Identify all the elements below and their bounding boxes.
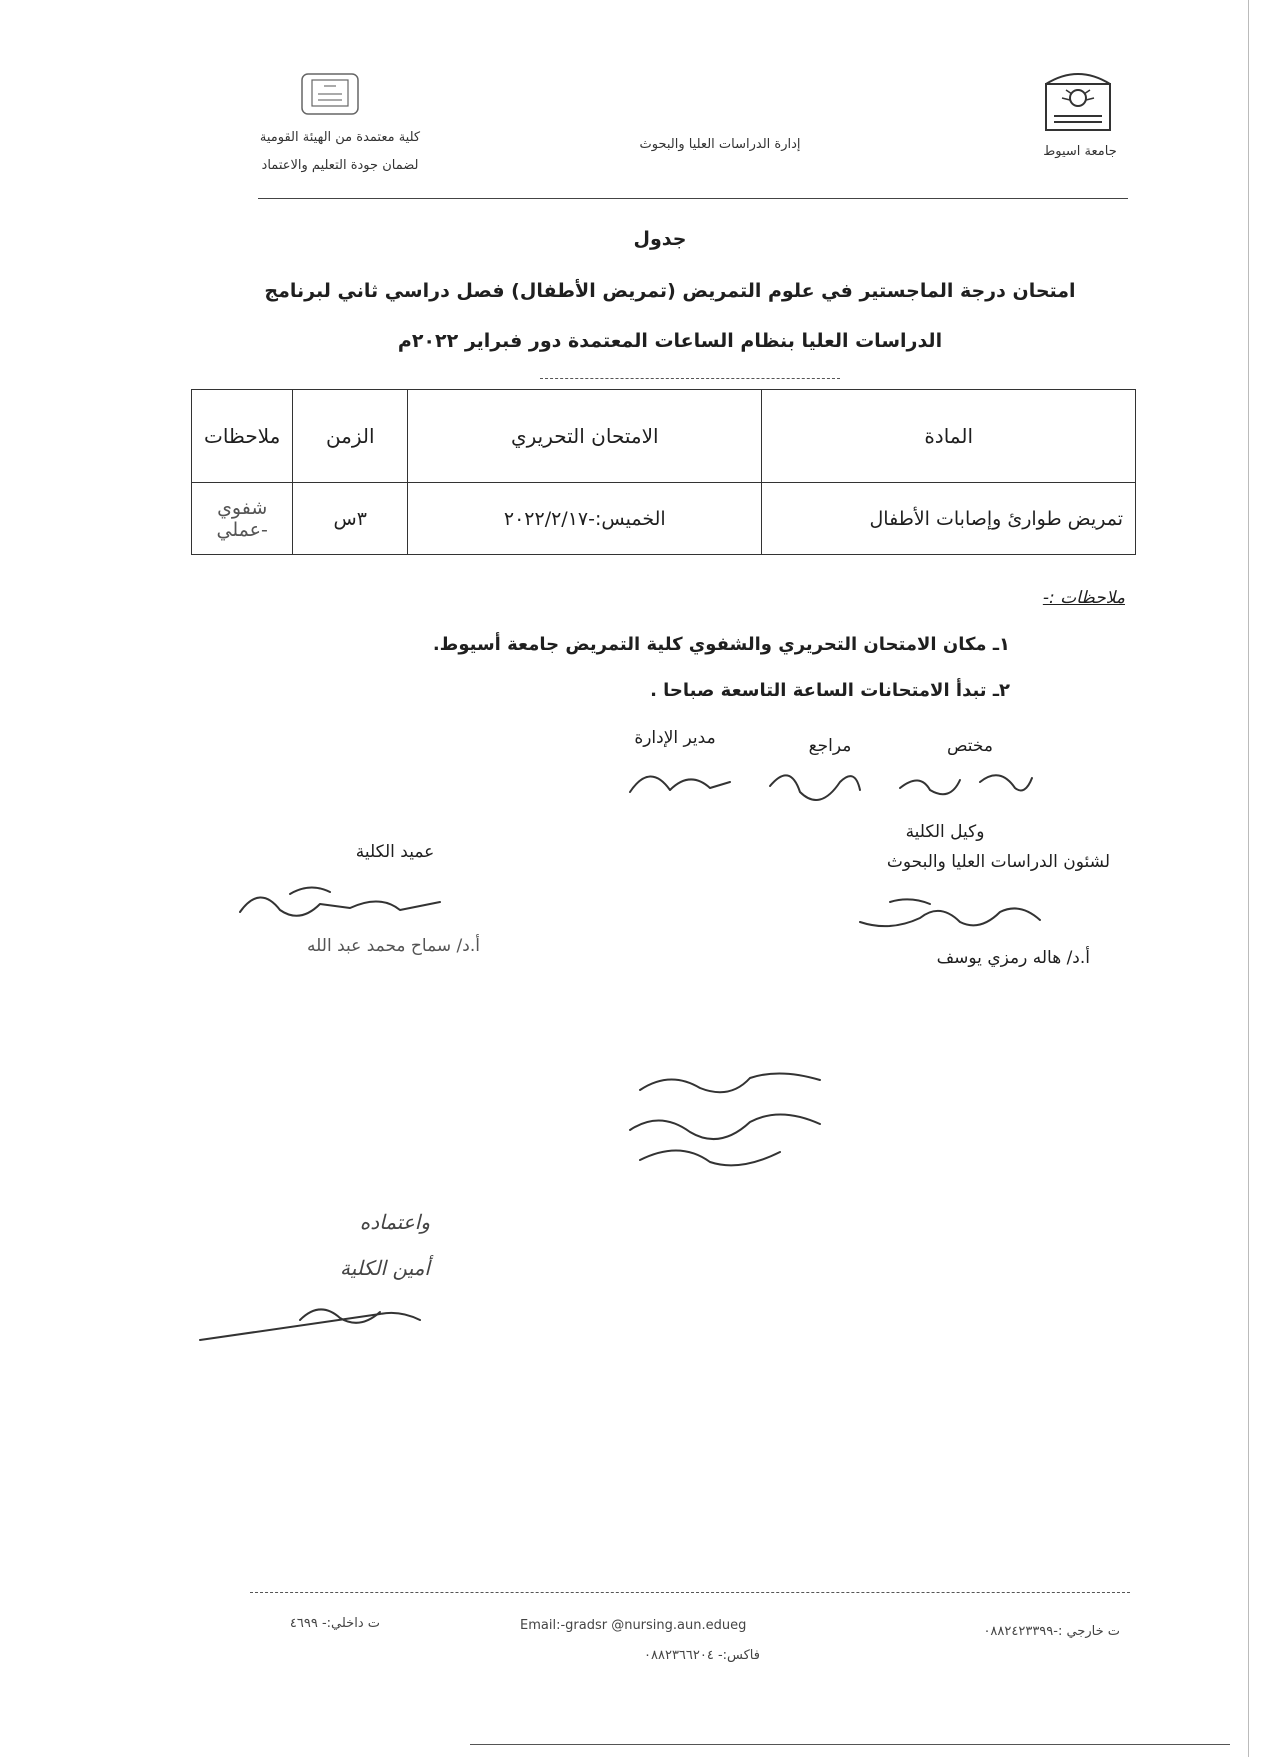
dean-title: عميد الكلية	[355, 842, 435, 862]
approval-signature	[620, 1060, 840, 1180]
accreditation-line-2: لضمان جودة التعليم والاعتماد	[261, 158, 419, 173]
footer-divider	[250, 1592, 1130, 1593]
footer-internal-phone: ت داخلي:- ٤٦٩٩	[289, 1616, 380, 1631]
secretary-signature	[180, 1290, 440, 1350]
header-divider	[258, 198, 1128, 199]
accreditation-line-1: كلية معتمدة من الهيئة القومية	[259, 130, 421, 145]
dean-signature	[230, 874, 450, 930]
scan-edge-line	[1248, 0, 1249, 1757]
bottom-scan-line	[470, 1744, 1230, 1745]
cell-subject: تمريض طوارئ وإصابات الأطفال	[762, 483, 1136, 555]
vice-dean-title: وكيل الكلية	[905, 822, 985, 842]
title-line-3: الدراسات العليا بنظام الساعات المعتمدة دور فبراير ٢٠٢٢م	[397, 330, 943, 352]
dean-name: أ.د/ سماح محمد عبد الله	[307, 936, 480, 956]
specialist-label: مختص	[946, 736, 994, 756]
vice-dean-name: أ.د/ هاله رمزي يوسف	[936, 948, 1090, 968]
footer-fax: فاكس:- ٠٨٨٢٣٦٦٢٠٤	[644, 1648, 760, 1663]
footer-email: Email:-gradsr @nursing.aun.edueg	[520, 1618, 747, 1633]
note-item-2: ٢ـ تبدأ الامتحانات الساعة التاسعة صباحا .	[650, 680, 1010, 701]
cell-exam-date: الخميس:-٢٠٢٢/٢/١٧	[408, 483, 762, 555]
header-notes: ملاحظات	[192, 390, 293, 483]
table-row	[192, 483, 1136, 555]
note-item-1: ١ـ مكان الامتحان التحريري والشفوي كلية التمريض جامعة أسيوط.	[432, 634, 1010, 655]
header-subject: المادة	[762, 390, 1136, 483]
title-underline	[540, 378, 840, 379]
reviewer-label: مراجع	[808, 736, 852, 756]
vice-dean-signature	[850, 882, 1050, 942]
accreditation-logo-icon	[298, 66, 362, 118]
handwritten-secretary: أمين الكلية	[340, 1256, 430, 1280]
title-line-2: امتحان درجة الماجستير في علوم التمريض (تمريض الأطفال) فصل دراسي ثاني لبرنامج	[264, 280, 1076, 302]
university-name: جامعة اسيوط	[1043, 144, 1117, 159]
department-name: إدارة الدراسات العليا والبحوث	[639, 137, 801, 152]
header-duration: الزمن	[293, 390, 408, 483]
table-header-row	[192, 390, 1136, 483]
exam-schedule-table	[191, 389, 1136, 555]
header-written-exam: الامتحان التحريري	[408, 390, 762, 483]
footer-external-phone: ت خارجي :-٠٨٨٢٤٢٣٣٩٩	[983, 1624, 1120, 1639]
director-label: مدير الإدارة	[634, 728, 716, 748]
vice-dean-subtitle: لشئون الدراسات العليا والبحوث	[886, 852, 1110, 872]
handwritten-approval: واعتماده	[359, 1210, 430, 1234]
cell-notes: شفوي -عملي	[192, 483, 293, 555]
notes-title: ملاحظات :-	[1042, 588, 1125, 608]
cell-duration: ٣س	[293, 483, 408, 555]
university-logo-icon	[1040, 70, 1116, 134]
document-title: جدول	[633, 228, 687, 250]
signatures-initials	[620, 752, 1040, 812]
